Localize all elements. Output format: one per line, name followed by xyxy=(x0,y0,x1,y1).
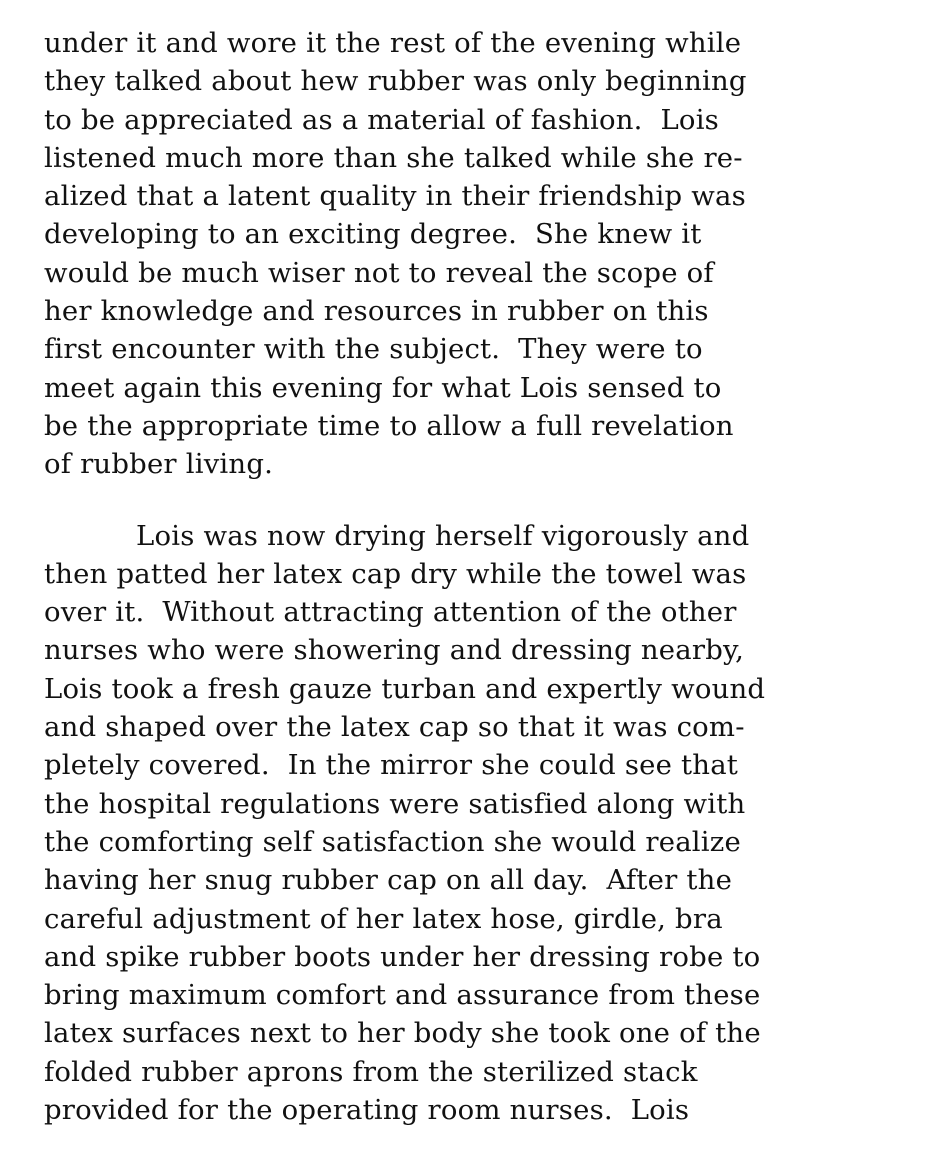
text-line: pletely covered. In the mirror she could see that xyxy=(44,749,739,782)
paragraph-1 xyxy=(44,24,924,484)
text-line: provided for the operating room nurses. Lois xyxy=(44,1094,690,1127)
text-line: the hospital regulations were satisfied along with xyxy=(44,787,746,820)
text-line: meet again this evening for what Lois sensed to xyxy=(44,371,722,404)
text-line: and spike rubber boots under her dressing robe to xyxy=(44,940,761,973)
text-line: would be much wiser not to reveal the scope of xyxy=(44,256,714,289)
text-line: latex surfaces next to her body she took one of the xyxy=(44,1017,761,1050)
text-line-indented: Lois was now drying herself vigorously and xyxy=(136,519,750,552)
text-line: alized that a latent quality in their friendship was xyxy=(44,180,746,213)
text-line: bring maximum comfort and assurance from these xyxy=(44,979,761,1012)
text-line: folded rubber aprons from the sterilized stack xyxy=(44,1055,698,1088)
text-line: listened much more than she talked while she re- xyxy=(44,141,743,174)
text-line: over it. Without attracting attention of the other xyxy=(44,596,737,629)
text-line: be the appropriate time to allow a full revelation xyxy=(44,409,734,442)
text-line: nurses who were showering and dressing nearby, xyxy=(44,634,745,667)
text-line: having her snug rubber cap on all day. After the xyxy=(44,864,733,897)
text-line: then patted her latex cap dry while the towel was xyxy=(44,557,747,590)
text-line: first encounter with the subject. They were to xyxy=(44,333,703,366)
text-line: under it and wore it the rest of the evening while xyxy=(44,27,742,59)
paragraph-spacer xyxy=(44,484,924,517)
text-line: developing to an exciting degree. She knew it xyxy=(44,218,702,251)
text-line: the comforting self satisfaction she would realize xyxy=(44,825,741,858)
text-line: careful adjustment of her latex hose, girdle, bra xyxy=(44,902,723,935)
text-line: Lois took a fresh gauze turban and expertly wound xyxy=(44,672,766,705)
paragraph-2 xyxy=(44,517,924,1130)
text-line: of rubber living. xyxy=(44,448,274,481)
text-line: and shaped over the latex cap so that it was com- xyxy=(44,711,745,744)
text-line: to be appreciated as a material of fashion. Lois xyxy=(44,103,719,136)
text-line: they talked about hew rubber was only beginning xyxy=(44,65,747,98)
text-line: her knowledge and resources in rubber on this xyxy=(44,295,709,328)
page-text xyxy=(44,24,924,1129)
